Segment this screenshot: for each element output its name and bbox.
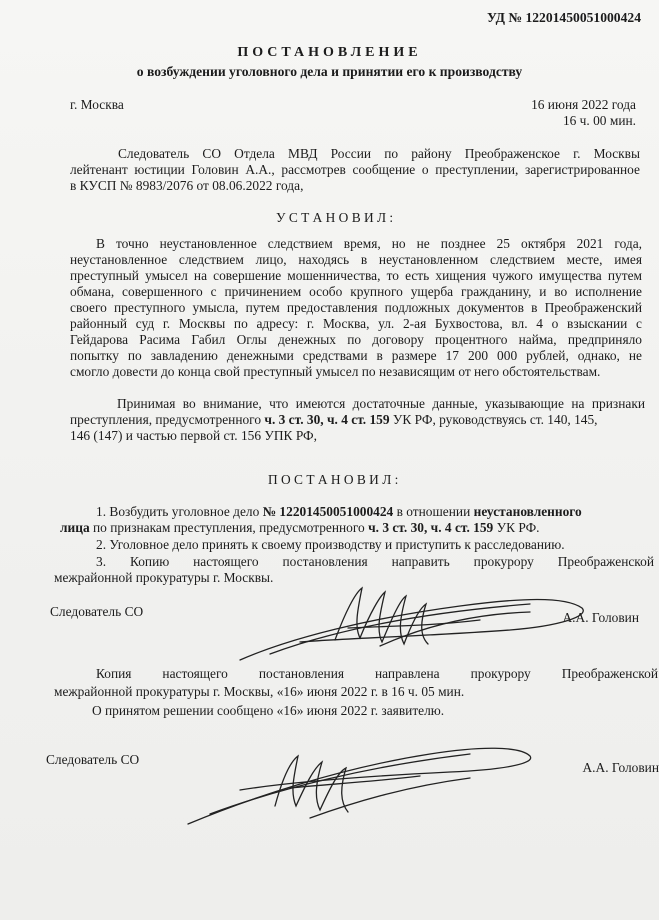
ustanovil-line-9: смогло довести до конца свой преступный умысел по независящим от него обстоятельствам. [70,364,601,379]
handwritten-signature-1 [230,568,590,678]
ustanovil-line-1: В точно неустановленное следствием время, но не позднее 25 октября 2021 года, [96,236,642,251]
intro-line-1: Следователь СО Отдела МВД России по району Преображенское г. Москвы [118,146,640,161]
document-title: ПОСТАНОВЛЕНИЕ [237,45,422,60]
intro-line-3: в КУСП № 8983/2076 от 08.06.2022 года, [70,178,304,193]
copy-note-line-3: О принятом решении сообщено «16» июня 2022 г. заявителю. [92,703,445,718]
intro-line-2: лейтенант юстиции Головин А.А., рассмотрев сообщение о преступлении, зарегистрированное [70,162,640,177]
document-subtitle: о возбуждении уголовного дела и принятии его к производству [136,64,523,79]
ustanovil-heading: У С Т А Н О В И Л : [276,210,394,225]
signature-2-name: А.А. Головин [582,760,659,775]
considering-line-2: преступления, предусмотренного ч. 3 ст. 30, ч. 4 ст. 159 УК РФ, руководствуясь ст. 140, 145, [70,412,598,427]
item-3-line-1: 3. Копию настоящего постановления направить прокурору Преображенской [96,554,654,569]
signature-1-name: А.А. Головин [562,610,639,625]
time: 16 ч. 00 мин. [562,113,636,128]
ustanovil-line-3: преступный умысел на совершение мошенничества, то есть хищения чужого имущества путем [70,268,642,283]
place: г. Москва [70,97,124,112]
considering-line-3: 146 (147) и частью первой ст. 156 УПК РФ, [70,428,317,443]
date: 16 июня 2022 года [531,97,636,112]
signature-2-role: Следователь СО [46,752,140,767]
ustanovil-line-2: неустановленное следствием лицо, находясь в неустановленном следствием месте, имея [70,252,642,267]
handwritten-signature-2 [180,728,540,838]
item-1-line-2: лица по признакам преступления, предусмотренного ч. 3 ст. 30, ч. 4 ст. 159 УК РФ. [60,520,540,535]
ustanovil-line-8: попытку по завладению денежными средствами в размере 17 200 000 рублей, однако, не [70,348,642,363]
ustanovil-line-5: своего преступного умысла, путем предоставления подложных документов в Преображенский [70,300,642,315]
item-1-line-1: 1. Возбудить уголовное дело № 12201450051000424 в отношении неустановленного [96,504,582,519]
copy-note-line-1: Копия настоящего постановления направлена прокурору Преображенской [96,666,658,681]
item-2: 2. Уголовное дело принять к своему производству и приступить к расследованию. [96,537,565,552]
considering-line-1: Принимая во внимание, что имеются достаточные данные, указывающие на признаки [117,396,645,411]
item-3-line-2: межрайонной прокуратуры г. Москвы. [54,570,274,585]
postanovil-heading: П О С Т А Н О В И Л : [268,472,399,487]
copy-note-line-2: межрайонной прокуратуры г. Москвы, «16» июня 2022 г. в 16 ч. 05 мин. [54,684,465,699]
ustanovil-line-7: Гейдарова Расима Габил Оглы денежных по договору процентного найма, предприняло [70,332,642,347]
ustanovil-line-6: районный суд г. Москвы по адресу: г. Москва, ул. 2-ая Бухвостова, вл. 4 о взыскании с [70,316,642,331]
case-number: УД № 12201450051000424 [487,10,641,25]
signature-1-role: Следователь СО [50,604,144,619]
ustanovil-line-4: обмана, совершенного с причинением особо крупного ущерба гражданину, и во исполнение [70,284,642,299]
